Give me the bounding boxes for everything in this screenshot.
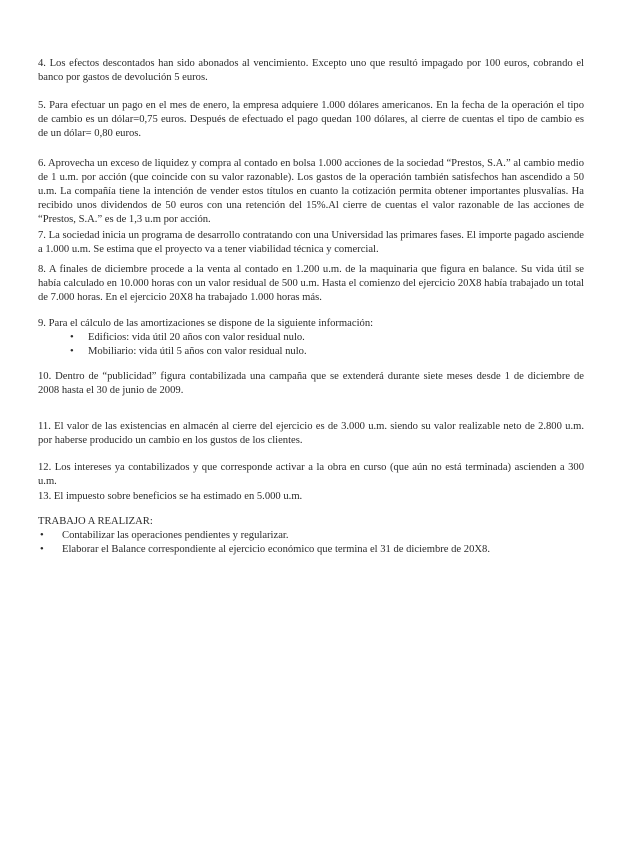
item-7 (38, 229, 584, 257)
item-7-text: 7. La sociedad inicia un programa de desarrollo contratando con una Universidad las primares fases. El importe pagado asciende a 1.000 u.m. Se estima que el proyecto va a tener viabilidad técnica y comercial. (38, 230, 584, 255)
bullet-icon: • (40, 530, 44, 541)
item-4-text: 4. Los efectos descontados han sido abonados al vencimiento. Excepto uno que resultó impagado por 100 euros, cobrando el banco por gastos de devolución 5 euros. (38, 58, 584, 83)
item-11-text: 11. El valor de las existencias en almacén al cierre del ejercicio es de 3.000 u.m. siendo su valor realizable neto de 2.800 u.m. por haberse producido un cambio en los gustos de los clientes. (38, 421, 584, 446)
list-item (38, 543, 584, 557)
item-9-bullet-edificios: Edificios: vida útil 20 años con valor residual nulo. (88, 332, 305, 343)
item-9-bullet-mobiliario: Mobiliario: vida útil 5 años con valor residual nulo. (88, 346, 307, 357)
trabajo-bullet-contabilizar: Contabilizar las operaciones pendientes y regularizar. (62, 530, 289, 541)
item-10 (38, 370, 584, 398)
item-5 (38, 99, 584, 141)
list-item (38, 345, 584, 359)
item-8-text: 8. A finales de diciembre procede a la venta al contado en 1.200 u.m. de la maquinaria que figura en balance. Su vida útil se había calculado en 10.000 horas con un valor residual de 500 u.m. Hasta el comienzo del ejercicio 20X8 había trabajado un total de 7.000 horas. En el ejercicio 20X8 ha trabajado 1.000 horas más. (38, 264, 584, 303)
item-9 (38, 317, 584, 359)
item-13 (38, 490, 584, 504)
trabajo-list (38, 529, 584, 557)
bullet-icon: • (70, 346, 74, 357)
item-11 (38, 420, 584, 448)
item-12 (38, 461, 584, 489)
item-10-text: 10. Dentro de “publicidad” figura contabilizada una campaña que se extenderá durante siete meses desde 1 de diciembre de 2008 hasta el 30 de junio de 2009. (38, 371, 584, 396)
trabajo-section (38, 515, 584, 557)
item-9-list (38, 331, 584, 359)
item-4 (38, 57, 584, 85)
item-9-intro: 9. Para el cálculo de las amortizaciones se dispone de la siguiente información: (38, 318, 374, 329)
list-item (38, 331, 584, 345)
trabajo-bullet-balance: Elaborar el Balance correspondiente al ejercicio económico que termina el 31 de diciembre de 20X8. (62, 544, 490, 555)
bullet-icon: • (70, 332, 74, 343)
item-12-text: 12. Los intereses ya contabilizados y que corresponde activar a la obra en curso (que aún no está terminada) ascienden a 300 u.m. (38, 462, 584, 487)
item-6 (38, 157, 584, 227)
trabajo-heading: TRABAJO A REALIZAR: (38, 516, 153, 527)
item-8 (38, 263, 584, 305)
bullet-icon: • (40, 544, 44, 555)
item-6-text: 6. Aprovecha un exceso de liquidez y compra al contado en bolsa 1.000 acciones de la sociedad “Prestos, S.A.” al cambio medio de 1 u.m. por acción (que coincide con su valor razonable). Los gastos de la operación también satisfechos han ascendido a 50 u.m. La compañía tiene la intención de vender estos títulos en cuanto la cotización permita obtener importantes plusvalías. Ha recibido unos dividendos de 50 euros con una retención del 15%.Al cierre de cuentas el valor razonable de las acciones de “Prestos, S.A.” es de 1,3 u.m por acción. (38, 158, 584, 225)
list-item (38, 529, 584, 543)
item-13-text: 13. El impuesto sobre beneficios se ha estimado en 5.000 u.m. (38, 491, 303, 502)
item-5-text: 5. Para efectuar un pago en el mes de enero, la empresa adquiere 1.000 dólares americanos. En la fecha de la operación el tipo de cambio es un dólar=0,75 euros. Después de efectuado el pago quedan 100 dólares, al cierre de cuentas el tipo de cambio es de un dólar= 0,80 euros. (38, 100, 584, 139)
